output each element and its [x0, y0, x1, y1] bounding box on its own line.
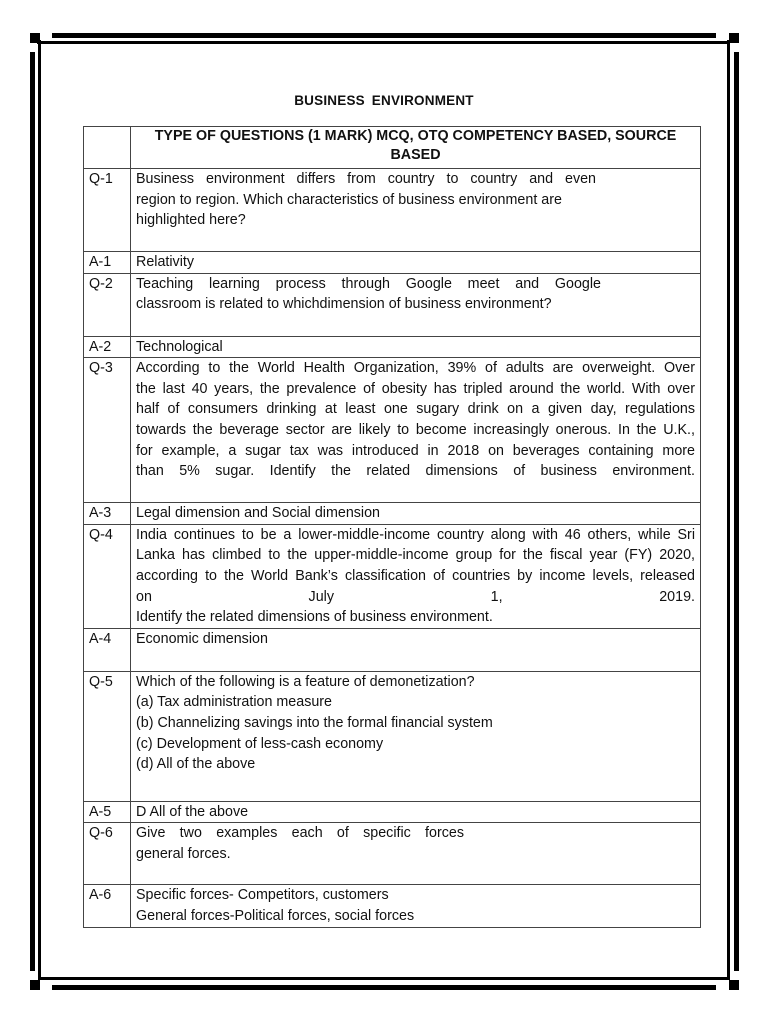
table-row	[84, 358, 701, 503]
page-border-corner	[30, 33, 40, 43]
page-border-corner	[729, 33, 739, 43]
table-header: TYPE OF QUESTIONS (1 MARK) MCQ, OTQ COMPETENCY BASED, SOURCE BASED	[131, 127, 701, 169]
row-text	[131, 273, 701, 336]
table-row	[84, 885, 701, 928]
row-code: Q-4	[84, 524, 131, 628]
text-line: the last 40 years, the prevalence of obesity has tripled around the world. With over	[136, 380, 695, 397]
table-header-row	[84, 127, 701, 169]
row-code: Q-1	[84, 169, 131, 252]
page-border-corner	[729, 980, 739, 990]
text-line: half of consumers drinking at least one sugary drink on a given day, regulations	[136, 401, 695, 418]
row-text	[131, 801, 701, 823]
row-text	[131, 524, 701, 628]
row-code: Q-5	[84, 671, 131, 801]
table-row	[84, 524, 701, 628]
table-row	[84, 671, 701, 801]
row-text	[131, 252, 701, 274]
row-code: A-4	[84, 628, 131, 671]
page-border-corner	[30, 980, 40, 990]
page-border-left-inner	[38, 40, 41, 980]
row-text	[131, 503, 701, 525]
table-row	[84, 628, 701, 671]
page-border-bottom-inner	[38, 977, 730, 980]
page-border-right-outer	[734, 52, 739, 971]
page-border-right-inner	[727, 40, 730, 980]
text-line: Teaching learning process through Google meet and Google	[136, 275, 601, 292]
table-row	[84, 336, 701, 358]
row-text	[131, 671, 701, 801]
table-row	[84, 503, 701, 525]
text-line: General forces-Political forces, social forces	[136, 907, 415, 924]
text-line: Business environment differs from country to country and even	[136, 171, 596, 187]
page-border-top-outer	[52, 33, 716, 38]
option-c: (c) Development of less-cash economy	[136, 735, 384, 752]
row-code: A-6	[84, 885, 131, 928]
table-row	[84, 823, 701, 885]
header-empty-cell	[84, 127, 131, 169]
text-line: Economic dimension	[136, 630, 268, 647]
row-code: A-3	[84, 503, 131, 525]
text-line: Relativity	[136, 254, 194, 270]
row-text	[131, 358, 701, 503]
table-row	[84, 169, 701, 252]
text-line: highlighted here?	[136, 212, 246, 229]
row-code: A-5	[84, 801, 131, 823]
text-line: According to the World Health Organization, 39% of adults are overweight. Over	[136, 360, 695, 377]
text-line: Lanka has climbed to the upper-middle-income group for the fiscal year (FY) 2020,	[136, 547, 695, 564]
row-code: A-1	[84, 252, 131, 274]
text-line: Give two examples each of specific forces	[136, 825, 464, 842]
page-border-top-inner	[37, 41, 729, 44]
row-text	[131, 169, 701, 252]
text-line: Identify the related dimensions of business environment.	[136, 609, 493, 626]
text-line: Specific forces- Competitors, customers	[136, 887, 389, 904]
table-row	[84, 252, 701, 274]
question-answer-table	[83, 126, 701, 928]
text-line: region to region. Which characteristics of business environment are	[136, 191, 562, 208]
page-border-bottom-outer	[52, 985, 716, 990]
text-line: for example, a sugar tax was introduced in 2018 on beverages containing more	[136, 442, 695, 459]
table-row	[84, 801, 701, 823]
text-line: according to the World Bank’s classification of countries by income levels, released	[136, 567, 695, 584]
row-text	[131, 336, 701, 358]
text-line: than 5% sugar. Identify the related dimensions of business environment.	[136, 463, 695, 480]
row-code: Q-2	[84, 273, 131, 336]
row-code: Q-3	[84, 358, 131, 503]
option-d: (d) All of the above	[136, 756, 256, 773]
option-a: (a) Tax administration measure	[136, 694, 333, 711]
text-line: classroom is related to whichdimension of business environment?	[136, 296, 552, 313]
text-line: on July 1, 2019.	[136, 588, 695, 605]
text-line: D All of the above	[136, 803, 249, 820]
row-code: A-2	[84, 336, 131, 358]
text-line: general forces.	[136, 845, 231, 862]
row-text	[131, 823, 701, 885]
row-code: Q-6	[84, 823, 131, 885]
row-text	[131, 885, 701, 928]
text-line: Legal dimension and Social dimension	[136, 505, 380, 522]
page-title: BUSINESS ENVIRONMENT	[294, 93, 474, 108]
row-text	[131, 628, 701, 671]
text-line: Technological	[136, 338, 223, 355]
page-border-left-outer	[30, 52, 35, 971]
text-line: India continues to be a lower-middle-income country along with 46 others, while Sri	[136, 526, 695, 543]
text-line: Which of the following is a feature of demonetization?	[136, 673, 475, 690]
table-row	[84, 273, 701, 336]
option-b: (b) Channelizing savings into the formal financial system	[136, 714, 493, 731]
text-line: towards the beverage sector are likely to become increasingly onerous. In the U.K.,	[136, 421, 695, 438]
